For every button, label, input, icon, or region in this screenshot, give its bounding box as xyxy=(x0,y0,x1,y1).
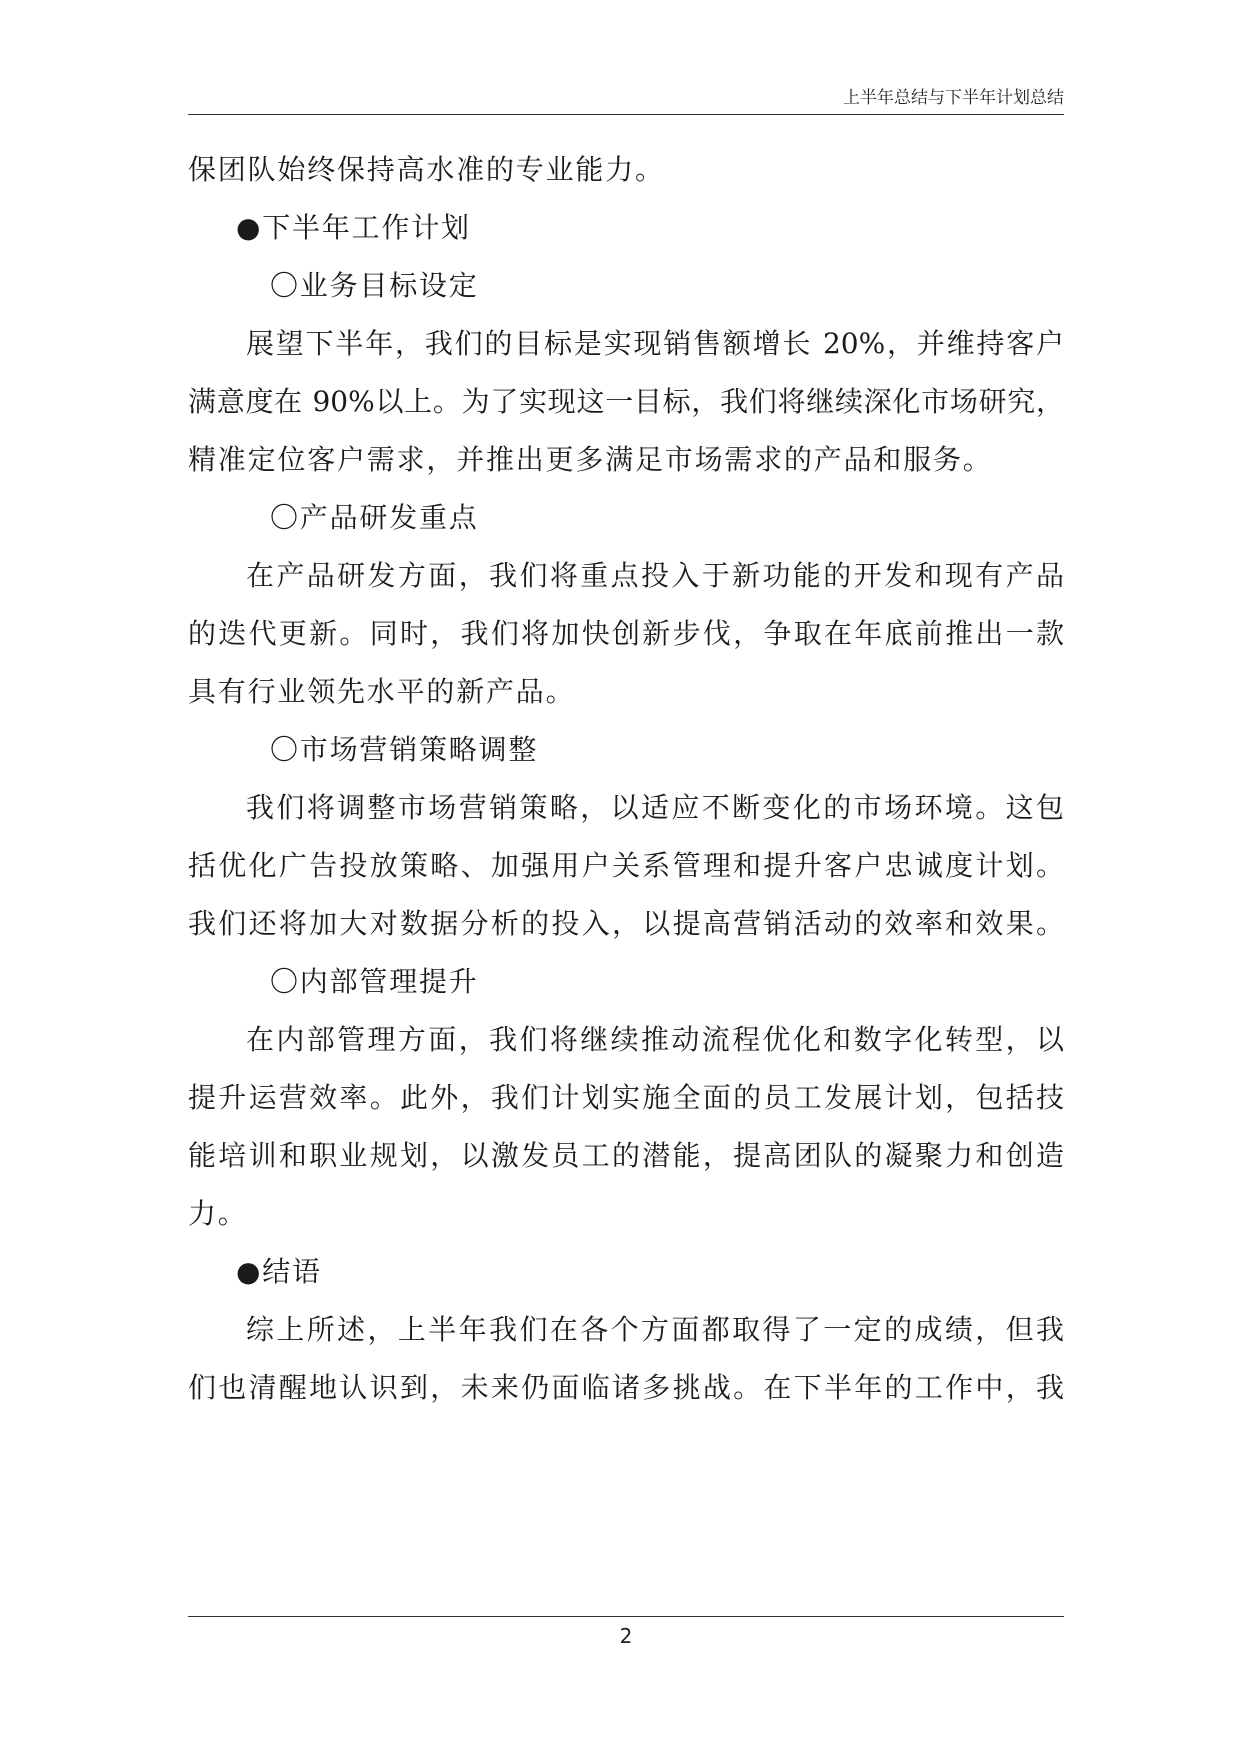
paragraph-line: 我们将调整市场营销策略，以适应不断变化的市场环境。这包 xyxy=(246,791,1064,824)
paragraph-line: 们也清醒地认识到，未来仍面临诸多挑战。在下半年的工作中，我 xyxy=(188,1371,1064,1404)
paragraph-line: 括优化广告投放策略、加强用户关系管理和提升客户忠诚度计划。 xyxy=(188,849,1064,882)
section-heading: ●结语 xyxy=(236,1255,322,1288)
paragraph-line: 展望下半年，我们的目标是实现销售额增长 20%，并维持客户 xyxy=(246,327,1064,360)
section-heading: ●下半年工作计划 xyxy=(236,211,471,244)
header-title: 上半年总结与下半年计划总结 xyxy=(843,88,1064,108)
page-number: 2 xyxy=(619,1624,633,1648)
paragraph-line: 综上所述，上半年我们在各个方面都取得了一定的成绩，但我 xyxy=(246,1313,1064,1346)
paragraph-line: 力。 xyxy=(188,1197,248,1230)
paragraph-line: 在内部管理方面，我们将继续推动流程优化和数字化转型，以 xyxy=(246,1023,1064,1056)
paragraph-line: 精准定位客户需求，并推出更多满足市场需求的产品和服务。 xyxy=(188,443,993,476)
paragraph-line: 能培训和职业规划，以激发员工的潜能，提高团队的凝聚力和创造 xyxy=(188,1139,1064,1172)
subsection-heading: 〇业务目标设定 xyxy=(270,269,479,302)
footer-divider xyxy=(188,1616,1064,1617)
paragraph-line: 的迭代更新。同时，我们将加快创新步伐，争取在年底前推出一款 xyxy=(188,617,1064,650)
paragraph-line: 满意度在 90%以上。为了实现这一目标，我们将继续深化市场研究， xyxy=(188,385,1064,418)
subsection-heading: 〇内部管理提升 xyxy=(270,965,479,998)
subsection-heading: 〇产品研发重点 xyxy=(270,501,479,534)
page-header xyxy=(188,86,1064,115)
paragraph-line: 我们还将加大对数据分析的投入，以提高营销活动的效率和效果。 xyxy=(188,907,1064,940)
paragraph-line: 保团队始终保持高水准的专业能力。 xyxy=(188,153,665,186)
subsection-heading: 〇市场营销策略调整 xyxy=(270,733,539,766)
paragraph-line: 具有行业领先水平的新产品。 xyxy=(188,675,576,708)
paragraph-line: 提升运营效率。此外，我们计划实施全面的员工发展计划，包括技 xyxy=(188,1081,1064,1114)
paragraph-line: 在产品研发方面，我们将重点投入于新功能的开发和现有产品 xyxy=(246,559,1064,592)
